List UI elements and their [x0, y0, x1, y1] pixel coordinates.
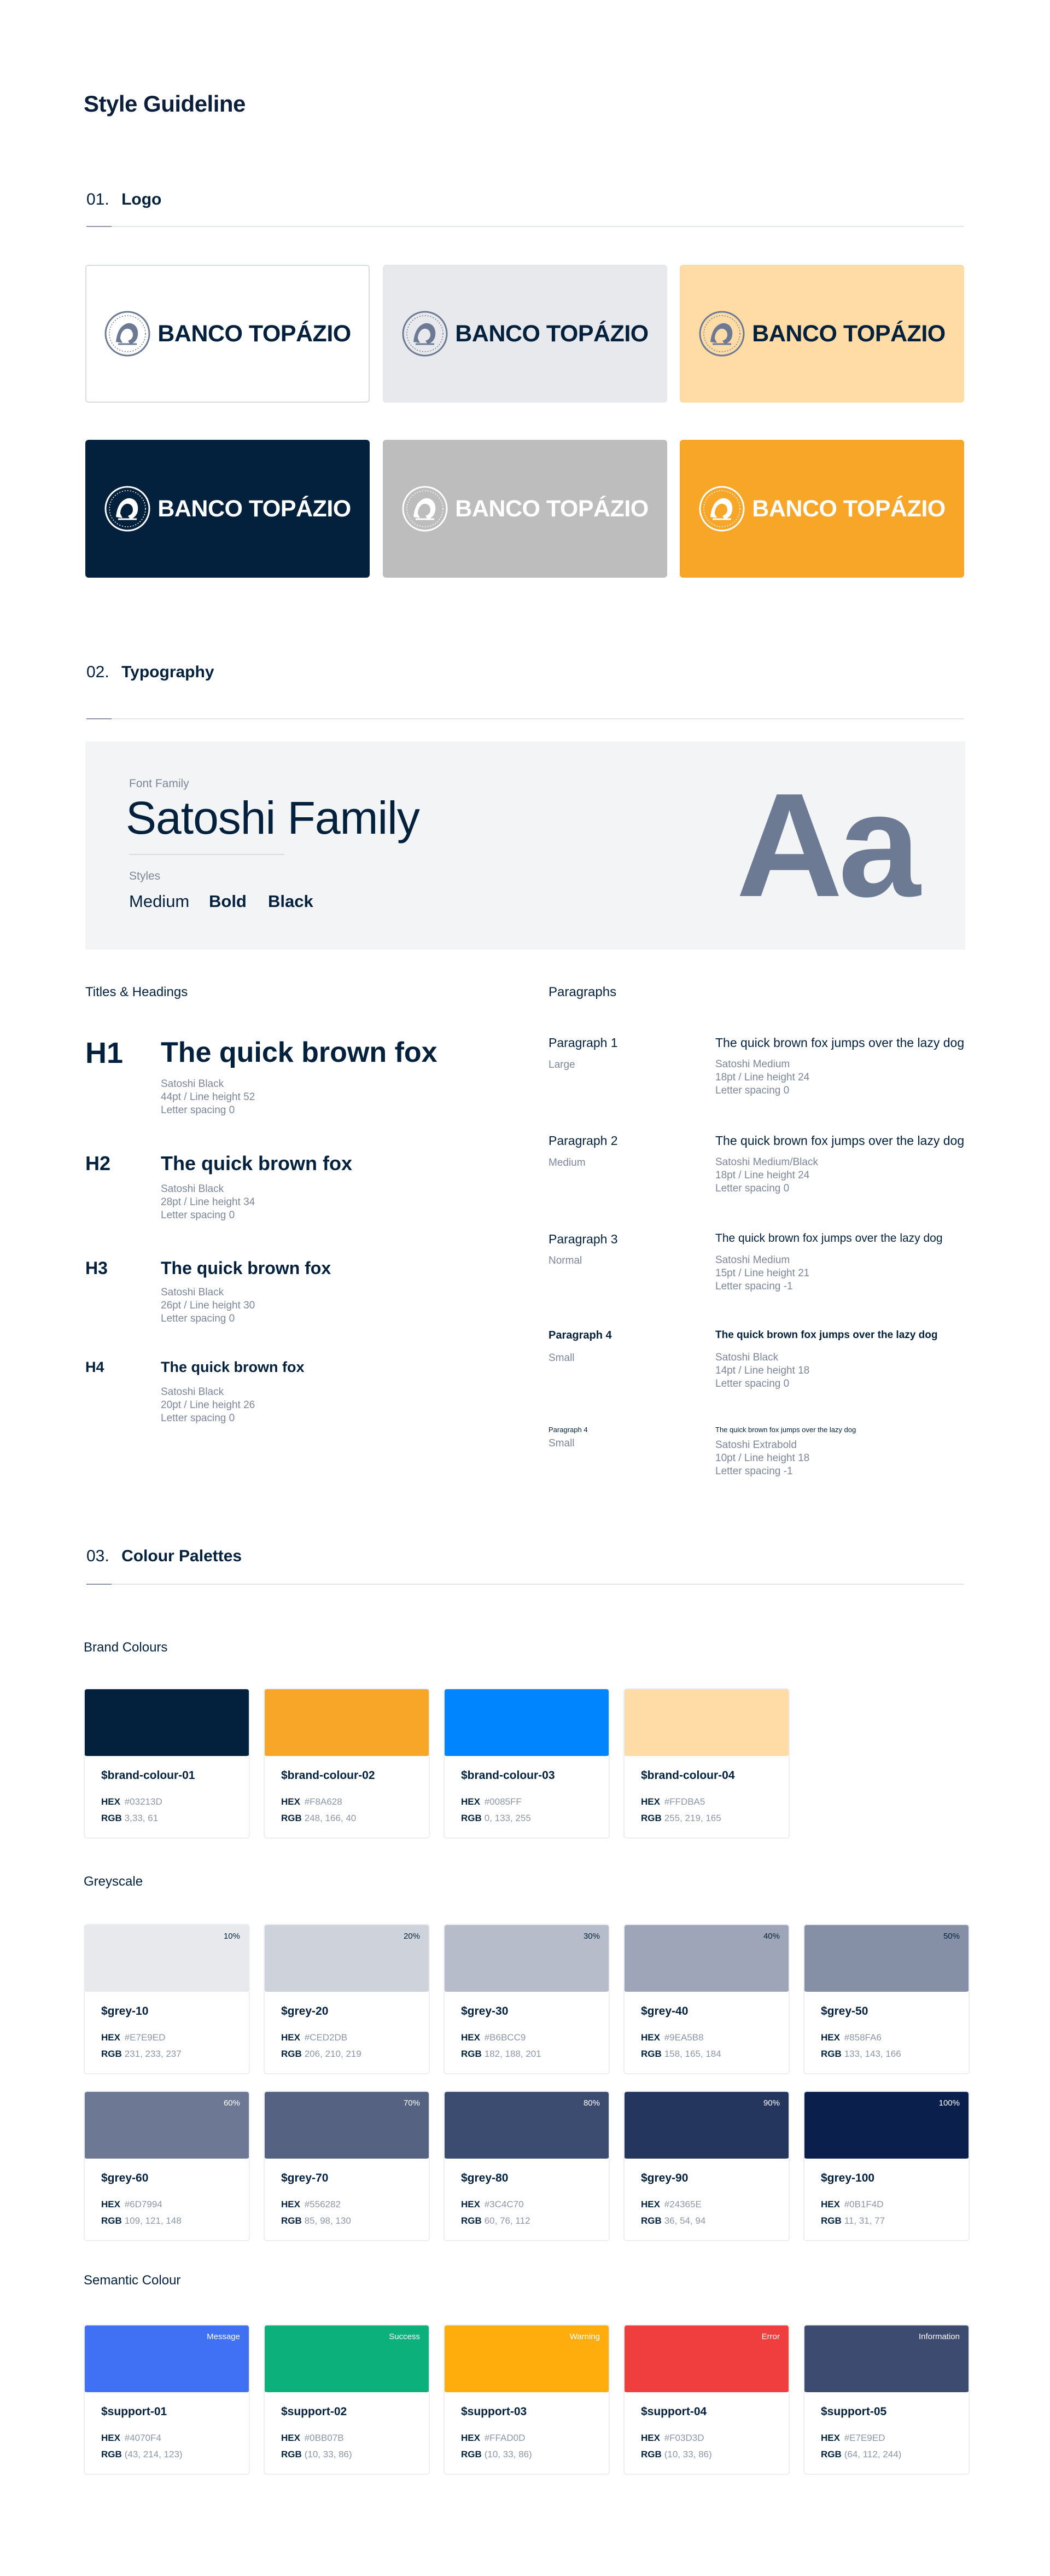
colour-swatch	[803, 1924, 970, 1992]
font-family-name: Satoshi Family	[126, 792, 419, 844]
paragraph-1-size: Large	[549, 1059, 575, 1071]
swatch-name: $grey-10	[101, 2005, 149, 2017]
swatch-name: $brand-colour-02	[281, 1769, 375, 1782]
colour-swatch	[444, 1688, 610, 1756]
colour-swatch-card	[264, 2091, 430, 2241]
paragraph-1-sample: The quick brown fox jumps over the lazy dog	[715, 1036, 965, 1050]
colour-swatch	[803, 2324, 970, 2392]
logo-mark	[401, 310, 648, 357]
swatch-name: $brand-colour-04	[641, 1769, 735, 1782]
swatch-hex: HEX #E7E9ED	[101, 2032, 166, 2043]
h2-sample: The quick brown fox	[161, 1152, 353, 1174]
swatch-rgb: RGB 231, 233, 237	[101, 2049, 182, 2059]
h3-tag: H3	[85, 1258, 108, 1278]
colour-swatch	[264, 1924, 430, 1992]
paragraph-1-name: Paragraph 1	[549, 1036, 618, 1050]
paragraph-3-name: Paragraph 3	[549, 1232, 618, 1246]
paragraph-2-size: Medium	[549, 1157, 586, 1168]
h1-sample: The quick brown fox	[161, 1037, 438, 1068]
swatch-tag: 60%	[223, 2098, 240, 2108]
swatch-tag: 30%	[583, 1932, 600, 1941]
section-title: Typography	[121, 663, 214, 681]
colour-swatch-card	[84, 1924, 250, 2074]
lion-emblem-icon	[401, 310, 448, 357]
colour-swatch	[444, 2091, 610, 2159]
paragraph-3-sample: The quick brown fox jumps over the lazy dog	[715, 1232, 943, 1245]
h3-sample: The quick brown fox	[161, 1258, 331, 1278]
logo-variant-tile	[85, 440, 370, 578]
colour-swatch	[84, 1924, 250, 1992]
colour-swatch-card	[264, 1688, 430, 1839]
swatch-tag: Error	[761, 2332, 780, 2341]
colour-swatch-card	[803, 1924, 970, 2074]
swatch-rgb: RGB (64, 112, 244)	[821, 2449, 902, 2459]
swatch-name: $support-02	[281, 2405, 347, 2418]
swatch-tag: 50%	[943, 1932, 960, 1941]
colour-swatch	[84, 2324, 250, 2392]
colour-swatch-card	[84, 2091, 250, 2241]
colour-swatch	[803, 2091, 970, 2159]
colour-swatch-card	[444, 2091, 610, 2241]
swatch-tag: 90%	[763, 2098, 780, 2108]
swatch-rgb: RGB 85, 98, 130	[281, 2216, 351, 2226]
swatch-rgb: RGB (10, 33, 86)	[641, 2449, 712, 2459]
style-black: Black	[268, 892, 313, 911]
styles-label: Styles	[129, 870, 161, 882]
colour-swatch	[264, 2324, 430, 2392]
paragraph-4-name: Paragraph 4	[549, 1329, 612, 1341]
swatch-rgb: RGB 11, 31, 77	[821, 2216, 885, 2226]
logo-section-heading	[86, 190, 161, 209]
section-title: Logo	[121, 190, 162, 208]
swatch-hex: HEX #FFDBA5	[641, 1796, 705, 1807]
swatch-hex: HEX #F8A628	[281, 1796, 342, 1807]
swatch-hex: HEX #0B1F4D	[821, 2199, 884, 2209]
swatch-tag: 10%	[223, 1932, 240, 1941]
font-specimen: Aa	[736, 763, 917, 928]
logo-mark	[401, 485, 648, 532]
swatch-tag: Message	[207, 2332, 240, 2341]
colour-swatch-card	[803, 2091, 970, 2241]
colour-swatch-card	[444, 1924, 610, 2074]
paragraph-5-name: Paragraph 4	[549, 1426, 588, 1434]
swatch-name: $brand-colour-03	[461, 1769, 555, 1782]
swatch-rgb: RGB 109, 121, 148	[101, 2216, 182, 2226]
section-divider	[86, 718, 964, 719]
colour-swatch-card	[803, 2324, 970, 2475]
swatch-hex: HEX #B6BCC9	[461, 2032, 526, 2043]
h1-meta: Satoshi Black 44pt / Line height 52 Letter spacing 0	[161, 1078, 255, 1116]
swatch-name: $grey-30	[461, 2005, 509, 2017]
swatch-hex: HEX #4070F4	[101, 2433, 161, 2443]
swatch-rgb: RGB 248, 166, 40	[281, 1813, 357, 1823]
logo-variant-tile	[680, 265, 964, 403]
swatch-hex: HEX #9EA5B8	[641, 2032, 704, 2043]
paragraph-3-meta: Satoshi Medium 15pt / Line height 21 Letter spacing -1	[715, 1254, 810, 1292]
logo-variant-tile	[383, 265, 667, 403]
paragraph-3-size: Normal	[549, 1255, 582, 1266]
logo-wordmark: BANCO TOPÁZIO	[455, 320, 649, 347]
swatch-hex: HEX #24365E	[641, 2199, 702, 2209]
lion-emblem-icon	[401, 485, 448, 532]
section-number: 03.	[86, 1547, 109, 1565]
logo-mark	[698, 310, 945, 357]
paragraph-4-size: Small	[549, 1352, 575, 1364]
swatch-hex: HEX #858FA6	[821, 2032, 882, 2043]
page-title: Style Guideline	[84, 91, 246, 117]
h2-tag: H2	[85, 1152, 111, 1174]
h4-tag: H4	[85, 1359, 104, 1375]
swatch-name: $brand-colour-01	[101, 1769, 195, 1782]
logo-wordmark: BANCO TOPÁZIO	[752, 495, 946, 522]
colour-swatch-card	[84, 1688, 250, 1839]
paragraph-5-sample: The quick brown fox jumps over the lazy dog	[715, 1426, 856, 1434]
swatch-rgb: RGB 206, 210, 219	[281, 2049, 361, 2059]
logo-wordmark: BANCO TOPÁZIO	[158, 320, 351, 347]
swatch-tag: 80%	[583, 2098, 600, 2108]
colour-section-heading	[86, 1547, 242, 1566]
colour-swatch-card	[444, 1688, 610, 1839]
swatch-rgb: RGB 36, 54, 94	[641, 2216, 706, 2226]
swatch-rgb: RGB (10, 33, 86)	[281, 2449, 352, 2459]
style-medium: Medium	[129, 892, 190, 911]
colour-swatch	[264, 2091, 430, 2159]
lion-emblem-icon	[698, 310, 745, 357]
colour-swatch-card	[623, 2324, 790, 2475]
section-number: 01.	[86, 190, 109, 208]
swatch-name: $grey-40	[641, 2005, 689, 2017]
colour-swatch	[444, 2324, 610, 2392]
swatch-name: $grey-20	[281, 2005, 329, 2017]
swatch-hex: HEX #0085FF	[461, 1796, 522, 1807]
colour-swatch-card	[264, 2324, 430, 2475]
lion-emblem-icon	[104, 485, 151, 532]
section-number: 02.	[86, 663, 109, 681]
lion-emblem-icon	[104, 310, 151, 357]
swatch-name: $support-03	[461, 2405, 527, 2418]
swatch-name: $grey-100	[821, 2172, 875, 2184]
swatch-rgb: RGB 158, 165, 184	[641, 2049, 721, 2059]
logo-mark	[104, 485, 351, 532]
logo-wordmark: BANCO TOPÁZIO	[158, 495, 351, 522]
logo-variant-tile	[383, 440, 667, 578]
h4-meta: Satoshi Black 20pt / Line height 26 Letter spacing 0	[161, 1386, 255, 1424]
swatch-name: $support-04	[641, 2405, 707, 2418]
swatch-hex: HEX #03213D	[101, 1796, 162, 1807]
swatch-hex: HEX #6D7994	[101, 2199, 162, 2209]
swatch-rgb: RGB (10, 33, 86)	[461, 2449, 532, 2459]
swatch-tag: 100%	[938, 2098, 960, 2108]
swatch-name: $grey-90	[641, 2172, 689, 2184]
paragraph-5-size: Small	[549, 1438, 575, 1449]
colour-swatch-card	[84, 2324, 250, 2475]
swatch-name: $grey-80	[461, 2172, 509, 2184]
typography-section-heading	[86, 663, 214, 682]
lion-emblem-icon	[698, 485, 745, 532]
logo-mark	[698, 485, 945, 532]
colour-swatch-card	[623, 2091, 790, 2241]
colour-swatch	[623, 1924, 790, 1992]
swatch-rgb: RGB 133, 143, 166	[821, 2049, 901, 2059]
font-family-label: Font Family	[129, 777, 189, 790]
swatch-name: $support-05	[821, 2405, 887, 2418]
style-bold: Bold	[209, 892, 247, 911]
swatch-tag: 20%	[403, 1932, 420, 1941]
swatch-rgb: RGB 182, 188, 201	[461, 2049, 541, 2059]
h3-meta: Satoshi Black 26pt / Line height 30 Letter spacing 0	[161, 1287, 255, 1324]
swatch-name: $grey-50	[821, 2005, 868, 2017]
paragraph-2-sample: The quick brown fox jumps over the lazy dog	[715, 1133, 965, 1148]
swatch-tag: Success	[389, 2332, 420, 2341]
colour-swatch	[84, 2091, 250, 2159]
paragraph-2-name: Paragraph 2	[549, 1133, 618, 1148]
colour-swatch	[84, 1688, 250, 1756]
logo-variant-tile	[85, 265, 370, 403]
brand-colours-label: Brand Colours	[84, 1640, 168, 1655]
swatch-rgb: RGB 0, 133, 255	[461, 1813, 531, 1823]
swatch-tag: 40%	[763, 1932, 780, 1941]
font-family-divider	[129, 854, 284, 855]
font-family-card	[85, 741, 965, 950]
swatch-name: $grey-60	[101, 2172, 149, 2184]
colour-swatch-card	[264, 1924, 430, 2074]
greyscale-label: Greyscale	[84, 1874, 143, 1889]
section-divider	[86, 226, 964, 227]
colour-swatch-card	[444, 2324, 610, 2475]
swatch-tag: Warning	[569, 2332, 600, 2341]
swatch-name: $grey-70	[281, 2172, 329, 2184]
swatch-rgb: RGB (43, 214, 123)	[101, 2449, 183, 2459]
h2-meta: Satoshi Black 28pt / Line height 34 Letter spacing 0	[161, 1183, 255, 1221]
logo-mark	[104, 310, 351, 357]
logo-wordmark: BANCO TOPÁZIO	[752, 320, 946, 347]
colour-swatch-card	[623, 1688, 790, 1839]
swatch-tag: Information	[918, 2332, 960, 2341]
swatch-hex: HEX #FFAD0D	[461, 2433, 526, 2443]
swatch-rgb: RGB 60, 76, 112	[461, 2216, 530, 2226]
swatch-hex: HEX #CED2DB	[281, 2032, 348, 2043]
h4-sample: The quick brown fox	[161, 1359, 305, 1375]
swatch-rgb: RGB 255, 219, 165	[641, 1813, 721, 1823]
titles-headings-label: Titles & Headings	[85, 985, 188, 999]
colour-swatch	[623, 2091, 790, 2159]
h1-tag: H1	[85, 1037, 124, 1069]
logo-variant-tile	[680, 440, 964, 578]
colour-swatch-card	[623, 1924, 790, 2074]
swatch-hex: HEX #556282	[281, 2199, 341, 2209]
colour-swatch	[623, 1688, 790, 1756]
swatch-tag: 70%	[403, 2098, 420, 2108]
semantic-colour-label: Semantic Colour	[84, 2273, 181, 2288]
swatch-hex: HEX #3C4C70	[461, 2199, 524, 2209]
colour-swatch	[623, 2324, 790, 2392]
logo-wordmark: BANCO TOPÁZIO	[455, 495, 649, 522]
swatch-hex: HEX #F03D3D	[641, 2433, 704, 2443]
paragraph-1-meta: Satoshi Medium 18pt / Line height 24 Letter spacing 0	[715, 1059, 810, 1096]
paragraph-2-meta: Satoshi Medium/Black 18pt / Line height 24 Letter spacing 0	[715, 1156, 818, 1194]
paragraphs-label: Paragraphs	[549, 985, 617, 999]
paragraph-4-meta: Satoshi Black 14pt / Line height 18 Letter spacing 0	[715, 1352, 810, 1389]
swatch-hex: HEX #E7E9ED	[821, 2433, 885, 2443]
colour-swatch	[264, 1688, 430, 1756]
swatch-rgb: RGB 3,33, 61	[101, 1813, 159, 1823]
section-divider	[86, 1584, 964, 1585]
section-title: Colour Palettes	[121, 1547, 242, 1565]
colour-swatch	[444, 1924, 610, 1992]
swatch-name: $support-01	[101, 2405, 167, 2418]
paragraph-5-meta: Satoshi Extrabold 10pt / Line height 18 Letter spacing -1	[715, 1439, 810, 1477]
swatch-hex: HEX #0BB07B	[281, 2433, 344, 2443]
paragraph-4-sample: The quick brown fox jumps over the lazy dog	[715, 1329, 938, 1341]
